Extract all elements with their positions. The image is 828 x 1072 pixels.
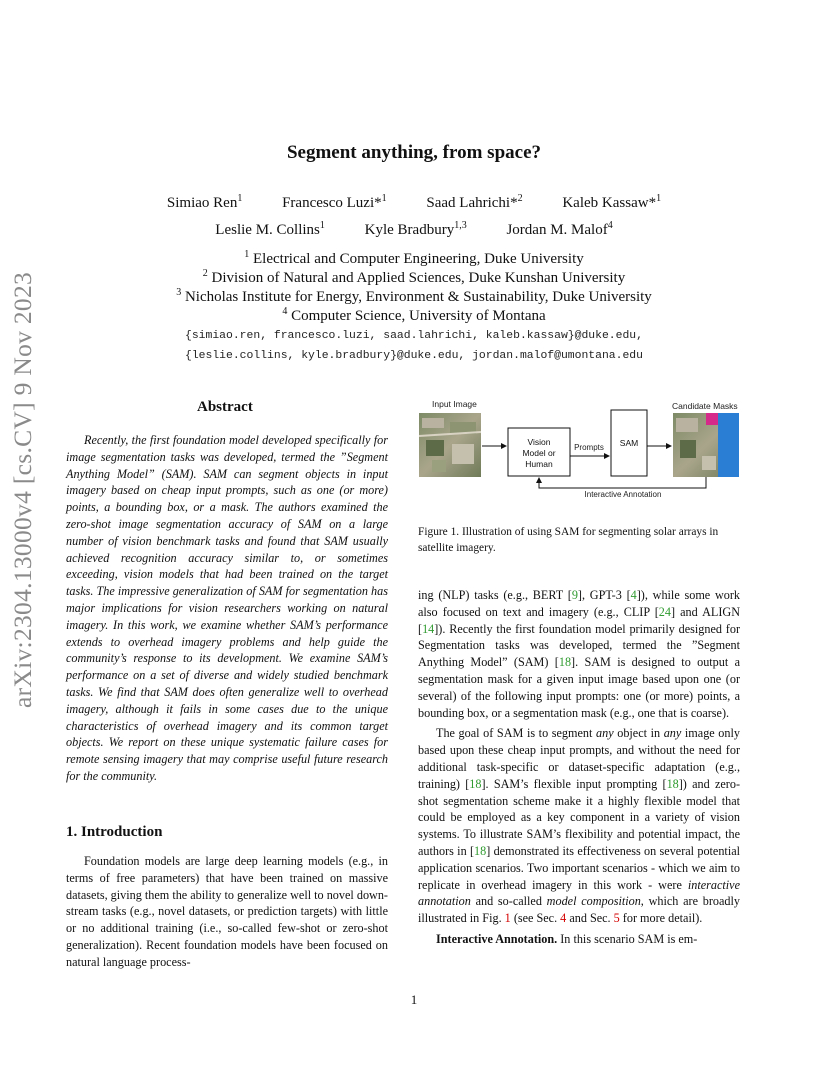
- affiliation: $^4$ Computer Science, University of Montana: [282, 306, 546, 324]
- author: Francesco Luzi*$^1$: [282, 193, 387, 211]
- vision-box-line: Human: [525, 459, 553, 469]
- candidate-masks-label: Candidate Masks: [672, 401, 738, 411]
- affiliation: $^1$ Electrical and Computer Engineering, Duke University: [244, 249, 584, 267]
- figure-1-diagram: [418, 396, 740, 500]
- figure-link[interactable]: 1: [504, 911, 511, 926]
- author: Saad Lahrichi*$^2$: [426, 193, 523, 211]
- author: Simiao Ren$^1$: [166, 193, 243, 211]
- citation-link[interactable]: 4: [630, 588, 637, 602]
- abstract-paragraph: Recently, the first foundation model developed specifically for image segmentation tasks was developed, termed the ”Segment Anything Model” (SAM). SAM can segment objects in input imagery based on cheap input prompts, such as one (or more) points, a bounding box, or a mask. The authors examined the zero-shot image segmentation accuracy of SAM on a large number of vision benchmark tasks and found that SAM usually achieved recognition accuracy similar to, or sometimes exceeding, vision models that had been trained on the target tasks. The impressive generalization of SAM for segmentation has major implications for vision researchers working on natural imagery. In this work, we examine whether SAM’s performance extends to overhead imagery problems and help guide the community’s response to its development. We examine SAM’s performance on a set of diverse and widely studied benchmark tasks. We find that SAM does often generalize well to overhead imagery, although it fails in some cases due to the unique characteristics of overhead imagery and its common target objects. We report on these unique systematic failure cases for remote sensing imagery that may comprise useful future research for the community.: [66, 433, 388, 783]
- arxiv-side-label: arXiv:2304.13000v4 [cs.CV] 9 Nov 2023: [8, 271, 37, 708]
- email-line: {simiao.ren, francesco.luzi, saad.lahrichi, kaleb.kassaw}@duke.edu,: [185, 330, 643, 342]
- citation-link[interactable]: 18: [469, 776, 482, 791]
- page-number: 1: [410, 992, 418, 1007]
- paragraph: Interactive Annotation. In this scenario SAM is em-: [436, 931, 698, 946]
- citation-link[interactable]: 14: [422, 621, 435, 636]
- prompts-label: Prompts: [574, 443, 604, 452]
- vision-box-line: Vision: [527, 437, 551, 447]
- author: Jordan M. Malof$^4$: [506, 220, 613, 238]
- author: Leslie M. Collins$^1$: [215, 220, 325, 238]
- sam-label: SAM: [619, 438, 639, 448]
- affiliations: [0, 250, 828, 326]
- affiliation: $^3$ Nicholas Institute for Energy, Environment & Sustainability, Duke University: [176, 287, 652, 305]
- abstract-heading: Abstract: [197, 399, 253, 415]
- author: Kaleb Kassaw*$^1$: [562, 193, 662, 211]
- citation-link[interactable]: 18: [666, 776, 679, 791]
- intro-text: [66, 853, 388, 971]
- authors-row-2: [0, 222, 828, 239]
- author: Kyle Bradbury$^{1,3}$: [364, 220, 467, 238]
- author-emails: [0, 326, 828, 366]
- paragraph: The goal of SAM is to segment any object in any image only based upon these cheap input prompts, and without the need for additional task-specific or dataset-specific adaptation (e.g., training) [18]. SAM’s flexible input prompting [18]) and zero-shot segmentation scheme make it a highly flexible model that could be employed as a key component in a variety of vision systems. To illustrate SAM’s flexibility and potential impact, the authors in [18] demonstrated its effectiveness on several potential application scenarios. Two important scenarios - which we aim to replicate in overhead imagery in this work - were interactive annotation and so-called model composition, which are broadly illustrated in Fig. 1 (see Sec. 4 and Sec. 5 for more detail).: [418, 726, 741, 926]
- email-line: {leslie.collins, kyle.bradbury}@duke.edu, jordan.malof@umontana.edu: [185, 350, 643, 362]
- citation-link[interactable]: 9: [571, 588, 578, 602]
- figure-1-caption: Figure 1. Illustration of using SAM for segmenting solar arrays in satellite imagery.: [418, 526, 719, 554]
- intro-heading: 1. Introduction: [66, 824, 163, 840]
- section-link[interactable]: 4: [560, 911, 567, 926]
- citation-link[interactable]: 18: [474, 843, 487, 858]
- input-image-label: Input Image: [432, 399, 477, 409]
- interactive-annotation-label: Interactive Annotation: [584, 490, 662, 499]
- input-image: [419, 413, 481, 477]
- intro-paragraph: Foundation models are large deep learning models (e.g., in terms of free parameters) that have been trained on massive datasets, giving them the ability to generalize well to novel down-stream tasks (e.g., novel datasets, or prediction targets) with little or no additional training (i.e., so-called few-shot or zero-shot generalization). Recent foundation models have been focused on natural language process-: [66, 854, 388, 969]
- citation-link[interactable]: 18: [558, 655, 572, 670]
- paragraph: ing (NLP) tasks (e.g., BERT [9], GPT-3 [4]), while some work also focused on text and imagery (e.g., CLIP [24] and ALIGN [14]). Recently the first foundation model primarily designed for Segmentation tasks was developed, termed the ”Segment Anything Model” (SAM) [18]. SAM is designed to output a segmentation mask for a given input image based upon one (or several) of the following input prompts: one (or more) points, a bounding box, or a segmentation mask (e.g., one that is coarse).: [418, 588, 741, 720]
- vision-box-line: Model or: [522, 448, 556, 458]
- candidate-masks-image: [673, 413, 739, 477]
- right-column-text: [418, 587, 740, 948]
- citation-link[interactable]: 24: [658, 604, 671, 619]
- authors-row-1: [0, 195, 828, 212]
- figure-1: [418, 396, 740, 500]
- paper-title: Segment anything, from space?: [286, 142, 542, 163]
- section-link[interactable]: 5: [613, 911, 620, 926]
- affiliation: $^2$ Division of Natural and Applied Sciences, Duke Kunshan University: [202, 268, 626, 286]
- abstract-text: [66, 432, 388, 785]
